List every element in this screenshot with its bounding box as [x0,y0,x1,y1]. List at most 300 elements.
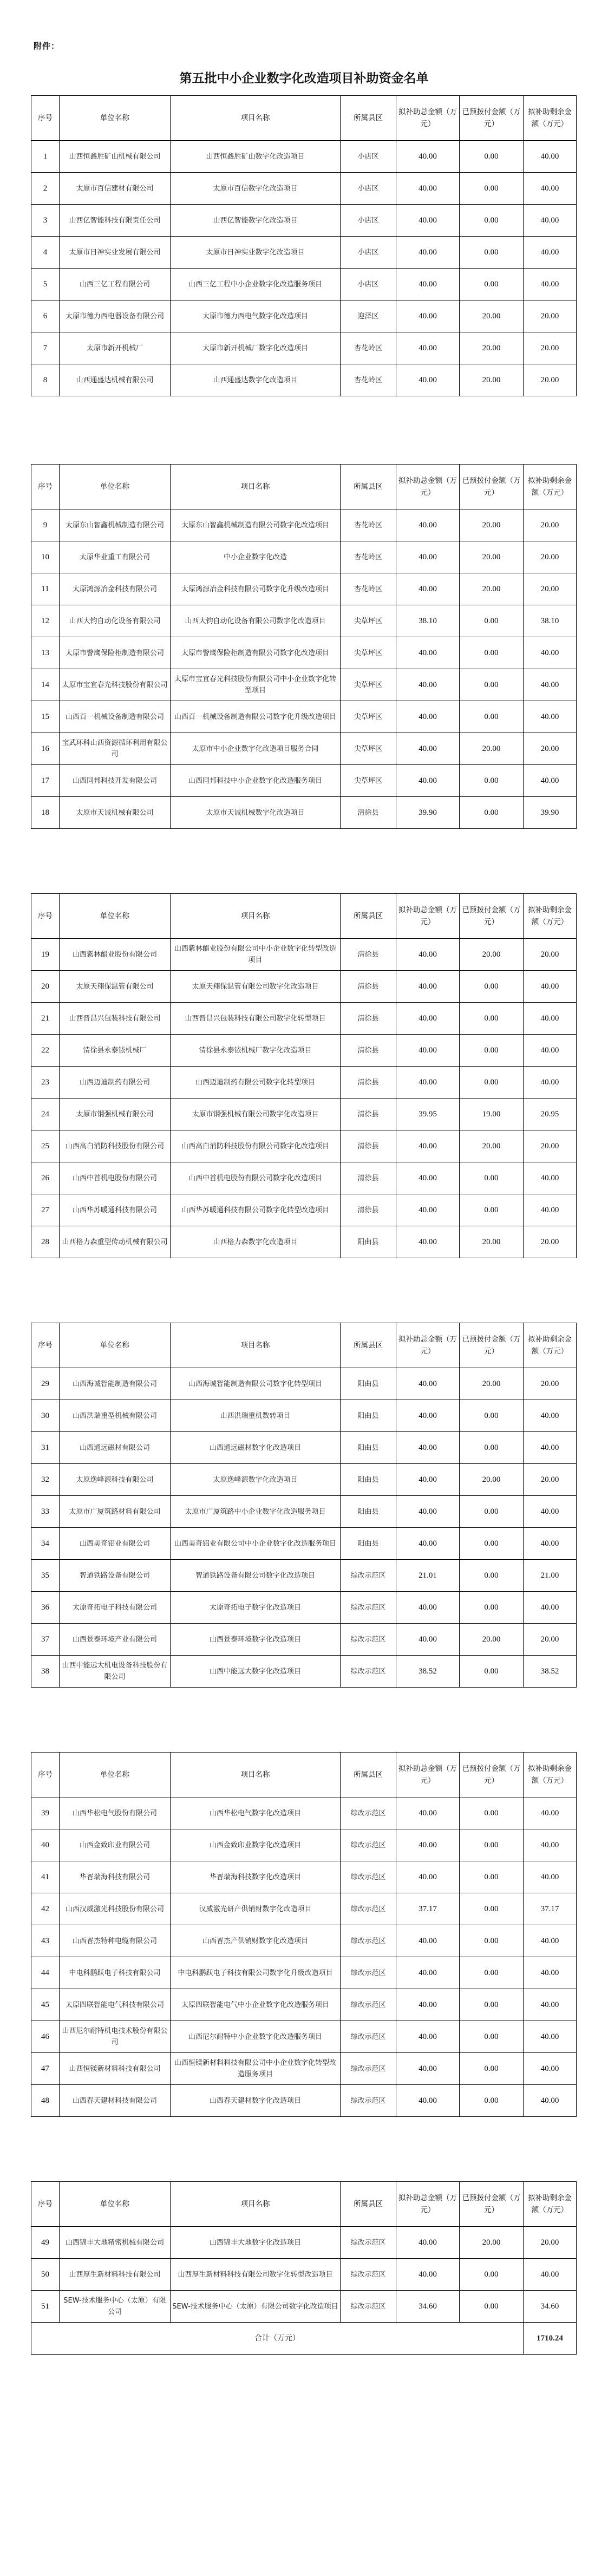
header-seq: 序号 [31,894,60,939]
cell-remaining-amount: 40.00 [524,237,577,269]
table-row [31,1226,577,1258]
table-row [31,300,577,332]
cell-prepaid-amount: 20.00 [460,300,524,332]
cell-remaining-amount: 40.00 [524,2085,577,2117]
header-prepaid-amount: 已预拨付金额（万元） [460,96,524,141]
cell-seq: 33 [31,1496,60,1528]
table-header-row [31,1753,577,1797]
cell-seq: 7 [31,332,60,364]
table-row [31,1194,577,1226]
cell-project: 太原市天诚机械数字化改造项目 [171,797,341,829]
table-row [31,1368,577,1400]
cell-prepaid-amount: 20.00 [460,939,524,971]
header-district: 所属县区 [341,96,396,141]
cell-seq: 3 [31,205,60,237]
subsidy-table-page-1 [31,95,577,396]
cell-project: 太原天翔保温管有限公司数字化改造项目 [171,971,341,1003]
cell-total-amount: 40.00 [396,669,460,701]
cell-district: 清徐县 [341,1130,396,1162]
cell-remaining-amount: 40.00 [524,701,577,733]
cell-remaining-amount: 20.00 [524,573,577,605]
subsidy-table-page-5 [31,1752,577,2117]
cell-seq: 4 [31,237,60,269]
header-company: 单位名称 [60,1323,171,1368]
header-district: 所属县区 [341,894,396,939]
cell-prepaid-amount: 0.00 [460,2291,524,2323]
cell-remaining-amount: 20.00 [524,1226,577,1258]
total-label: 合计（万元） [31,2323,524,2355]
header-seq: 序号 [31,96,60,141]
table-row [31,605,577,637]
cell-district: 综改示范区 [341,2021,396,2053]
cell-seq: 43 [31,1925,60,1957]
cell-district: 综改示范区 [341,1624,396,1656]
table-row [31,1400,577,1432]
cell-company: 太原市百信建材有限公司 [60,173,171,205]
cell-prepaid-amount: 0.00 [460,1496,524,1528]
cell-district: 阳曲县 [341,1528,396,1560]
cell-total-amount: 40.00 [396,1226,460,1258]
cell-total-amount: 40.00 [396,1162,460,1194]
cell-company: 山西同邦科技开发有限公司 [60,765,171,797]
cell-total-amount: 40.00 [396,1464,460,1496]
table-row [31,2021,577,2053]
cell-seq: 39 [31,1797,60,1829]
cell-company: 山西海诚智能制造有限公司 [60,1368,171,1400]
table-header-row [31,1323,577,1368]
cell-total-amount: 38.10 [396,605,460,637]
cell-prepaid-amount: 0.00 [460,1925,524,1957]
cell-total-amount: 40.00 [396,1528,460,1560]
subsidy-table-page-2 [31,464,577,829]
table-row [31,669,577,701]
cell-district: 综改示范区 [341,1560,396,1592]
cell-project: 太原市百信数字化改造项目 [171,173,341,205]
cell-total-amount: 40.00 [396,1861,460,1893]
header-project: 项目名称 [171,465,341,509]
cell-remaining-amount: 40.00 [524,173,577,205]
header-remaining-amount: 拟补助剩余金额（万元） [524,894,577,939]
cell-company: 山西高白消防科技股份有限公司 [60,1130,171,1162]
table-row [31,364,577,396]
cell-project: 山西厚生新材料科技有限公司数字化转型改造项目 [171,2259,341,2291]
cell-remaining-amount: 40.00 [524,1925,577,1957]
table-row [31,1560,577,1592]
cell-company: 中电科鹏跃电子科技有限公司 [60,1957,171,1989]
cell-seq: 46 [31,2021,60,2053]
cell-seq: 5 [31,269,60,300]
cell-district: 阳曲县 [341,1432,396,1464]
cell-district: 清徐县 [341,1035,396,1067]
cell-seq: 48 [31,2085,60,2117]
cell-total-amount: 40.00 [396,541,460,573]
cell-project: 山西通盛达数字化改造项目 [171,364,341,396]
cell-remaining-amount: 38.52 [524,1656,577,1688]
cell-total-amount: 40.00 [396,1624,460,1656]
cell-remaining-amount: 40.00 [524,637,577,669]
cell-company: 太原市广厦筑路材料有限公司 [60,1496,171,1528]
cell-remaining-amount: 40.00 [524,1067,577,1099]
cell-seq: 12 [31,605,60,637]
cell-seq: 49 [31,2227,60,2259]
cell-seq: 16 [31,733,60,765]
header-remaining-amount: 拟补助剩余金额（万元） [524,1753,577,1797]
table-row [31,573,577,605]
table-row [31,332,577,364]
cell-prepaid-amount: 0.00 [460,797,524,829]
header-district: 所属县区 [341,1323,396,1368]
cell-prepaid-amount: 0.00 [460,1528,524,1560]
cell-district: 小店区 [341,205,396,237]
cell-total-amount: 40.00 [396,971,460,1003]
cell-seq: 27 [31,1194,60,1226]
cell-prepaid-amount: 0.00 [460,1592,524,1624]
cell-seq: 50 [31,2259,60,2291]
cell-district: 综改示范区 [341,1957,396,1989]
cell-company: 山西百一机械设备制造有限公司 [60,701,171,733]
cell-total-amount: 40.00 [396,1003,460,1035]
cell-seq: 2 [31,173,60,205]
cell-remaining-amount: 38.10 [524,605,577,637]
cell-seq: 30 [31,1400,60,1432]
cell-remaining-amount: 20.00 [524,1368,577,1400]
cell-prepaid-amount: 20.00 [460,2227,524,2259]
cell-remaining-amount: 40.00 [524,1861,577,1893]
attachment-label: 附件： [34,41,60,51]
cell-remaining-amount: 40.00 [524,1957,577,1989]
cell-project: 山西三亿工程中小企业数字化改造服务项目 [171,269,341,300]
cell-remaining-amount: 40.00 [524,2021,577,2053]
cell-project: 山西中首机电股份有限公司数字化改造项目 [171,1162,341,1194]
cell-prepaid-amount: 20.00 [460,733,524,765]
cell-project: 山西洪瑞重机数转项目 [171,1400,341,1432]
cell-project: 山西同邦科技中小企业数字化改造服务项目 [171,765,341,797]
cell-company: 山西中能远大机电设备科技股份有限公司 [60,1656,171,1688]
cell-remaining-amount: 20.00 [524,509,577,541]
cell-total-amount: 38.52 [396,1656,460,1688]
cell-project: 山西恒镁新材料科技有限公司中小企业数字化转型改造服务项目 [171,2053,341,2085]
header-total-amount: 拟补助总金额（万元） [396,894,460,939]
table-row [31,701,577,733]
cell-project: 太原鸿源冶金科技有限公司数字化升级改造项目 [171,573,341,605]
cell-remaining-amount: 20.00 [524,1624,577,1656]
header-district: 所属县区 [341,465,396,509]
table-row [31,765,577,797]
cell-company: 太原市宝宜春光科技股份有限公司 [60,669,171,701]
cell-total-amount: 40.00 [396,237,460,269]
table-row [31,1861,577,1893]
header-company: 单位名称 [60,2182,171,2227]
table-row [31,1464,577,1496]
cell-remaining-amount: 20.00 [524,300,577,332]
cell-prepaid-amount: 0.00 [460,1861,524,1893]
cell-project: 太原市宝宜春光科技股份有限公司中小企业数字化转型项目 [171,669,341,701]
header-prepaid-amount: 已预拨付金额（万元） [460,2182,524,2227]
cell-district: 小店区 [341,141,396,173]
table-row [31,1528,577,1560]
cell-project: 汉威激光研产供销财数字化改造项目 [171,1893,341,1925]
cell-district: 综改示范区 [341,2053,396,2085]
cell-seq: 22 [31,1035,60,1067]
table-row [31,1130,577,1162]
cell-remaining-amount: 37.17 [524,1893,577,1925]
cell-remaining-amount: 20.00 [524,364,577,396]
cell-company: 太原市新开机械厂 [60,332,171,364]
cell-district: 清徐县 [341,971,396,1003]
table-row [31,1893,577,1925]
table-row [31,1592,577,1624]
cell-company: 太原市天诚机械有限公司 [60,797,171,829]
cell-total-amount: 37.17 [396,1893,460,1925]
header-remaining-amount: 拟补助剩余金额（万元） [524,1323,577,1368]
header-company: 单位名称 [60,1753,171,1797]
cell-seq: 15 [31,701,60,733]
table-row [31,2227,577,2259]
cell-project: 山西大钧自动化设备有限公司数字化改造项目 [171,605,341,637]
cell-total-amount: 40.00 [396,1496,460,1528]
cell-company: 山西金致印业有限公司 [60,1829,171,1861]
cell-project: 山西中能远大数字化改造项目 [171,1656,341,1688]
table-header-row [31,2182,577,2227]
subsidy-table-page-3 [31,893,577,1258]
cell-company: 山西尼尔耐特机电技术股份有限公司 [60,2021,171,2053]
cell-total-amount: 40.00 [396,1989,460,2021]
header-prepaid-amount: 已预拨付金额（万元） [460,1753,524,1797]
cell-seq: 6 [31,300,60,332]
cell-remaining-amount: 40.00 [524,1400,577,1432]
header-total-amount: 拟补助总金额（万元） [396,2182,460,2227]
cell-remaining-amount: 20.00 [524,2227,577,2259]
cell-total-amount: 40.00 [396,300,460,332]
cell-company: 山西中首机电股份有限公司 [60,1162,171,1194]
cell-total-amount: 40.00 [396,332,460,364]
total-value: 1710.24 [524,2323,577,2355]
cell-seq: 41 [31,1861,60,1893]
cell-total-amount: 40.00 [396,1035,460,1067]
cell-company: 清徐县永泰铱机械厂 [60,1035,171,1067]
cell-company: 山西华松电气股份有限公司 [60,1797,171,1829]
cell-total-amount: 40.00 [396,509,460,541]
table-row [31,1656,577,1688]
cell-prepaid-amount: 20.00 [460,509,524,541]
cell-project: 太原东山智鑫机械制造有限公司数字化改造项目 [171,509,341,541]
cell-total-amount: 40.00 [396,573,460,605]
table-row [31,141,577,173]
cell-seq: 17 [31,765,60,797]
cell-company: 山西锦丰大地精密机械有限公司 [60,2227,171,2259]
header-company: 单位名称 [60,96,171,141]
table-row [31,1432,577,1464]
cell-project: 太原市德力西电气数字化改造项目 [171,300,341,332]
cell-district: 综改示范区 [341,2291,396,2323]
header-prepaid-amount: 已预拨付金额（万元） [460,465,524,509]
header-total-amount: 拟补助总金额（万元） [396,1753,460,1797]
cell-remaining-amount: 20.95 [524,1099,577,1130]
cell-total-amount: 40.00 [396,733,460,765]
cell-district: 综改示范区 [341,1893,396,1925]
cell-remaining-amount: 20.00 [524,332,577,364]
cell-seq: 25 [31,1130,60,1162]
table-header-row [31,465,577,509]
cell-prepaid-amount: 19.00 [460,1099,524,1130]
cell-prepaid-amount: 0.00 [460,269,524,300]
cell-company: 太原华业重工有限公司 [60,541,171,573]
cell-remaining-amount: 40.00 [524,971,577,1003]
cell-company: 山西晋昌兴包装科技有限公司 [60,1003,171,1035]
cell-total-amount: 40.00 [396,1194,460,1226]
cell-seq: 1 [31,141,60,173]
table-row [31,173,577,205]
cell-prepaid-amount: 20.00 [460,541,524,573]
cell-prepaid-amount: 0.00 [460,1067,524,1099]
cell-district: 阳曲县 [341,1496,396,1528]
header-remaining-amount: 拟补助剩余金额（万元） [524,465,577,509]
cell-prepaid-amount: 0.00 [460,605,524,637]
cell-company: 山西通盛达机械有限公司 [60,364,171,396]
header-project: 项目名称 [171,894,341,939]
cell-prepaid-amount: 0.00 [460,1989,524,2021]
cell-remaining-amount: 40.00 [524,1829,577,1861]
cell-district: 综改示范区 [341,1592,396,1624]
cell-project: 太原市中小企业数字化改造项目服务合同 [171,733,341,765]
cell-project: 中电科鹏跃电子科技有限公司数字化升级改造项目 [171,1957,341,1989]
cell-remaining-amount: 40.00 [524,669,577,701]
cell-district: 清徐县 [341,797,396,829]
cell-district: 杏花岭区 [341,541,396,573]
cell-prepaid-amount: 0.00 [460,765,524,797]
cell-project: 山西华苏暖通科技有限公司数字化转型改造项目 [171,1194,341,1226]
subsidy-table-page-4 [31,1323,577,1688]
cell-remaining-amount: 40.00 [524,1194,577,1226]
cell-total-amount: 40.00 [396,269,460,300]
cell-prepaid-amount: 0.00 [460,141,524,173]
cell-seq: 45 [31,1989,60,2021]
header-company: 单位名称 [60,465,171,509]
cell-project: 山西锦丰大地数字化改造项目 [171,2227,341,2259]
table-row [31,2291,577,2323]
cell-project: 山西高白消防科技股份有限公司数字化改造项目 [171,1130,341,1162]
table-row [31,1162,577,1194]
cell-district: 清徐县 [341,1003,396,1035]
header-remaining-amount: 拟补助剩余金额（万元） [524,2182,577,2227]
cell-company: 太原奇拓电子科技有限公司 [60,1592,171,1624]
cell-remaining-amount: 40.00 [524,1003,577,1035]
table-header-row [31,96,577,141]
header-seq: 序号 [31,2182,60,2227]
header-project: 项目名称 [171,96,341,141]
cell-total-amount: 34.60 [396,2291,460,2323]
cell-prepaid-amount: 0.00 [460,1560,524,1592]
cell-seq: 29 [31,1368,60,1400]
cell-project: 山西春天建材数字化改造项目 [171,2085,341,2117]
cell-seq: 42 [31,1893,60,1925]
cell-company: 太原市日神实业发展有限公司 [60,237,171,269]
cell-company: 山西紫林醋业股份有限公司 [60,939,171,971]
cell-company: 山西通远磁材有限公司 [60,1432,171,1464]
cell-company: 太原天翔保温管有限公司 [60,971,171,1003]
cell-total-amount: 40.00 [396,1957,460,1989]
cell-seq: 9 [31,509,60,541]
cell-district: 小店区 [341,173,396,205]
cell-district: 杏花岭区 [341,364,396,396]
cell-company: SEW-技术服务中心（太原）有限公司 [60,2291,171,2323]
cell-seq: 32 [31,1464,60,1496]
cell-seq: 14 [31,669,60,701]
cell-district: 尖草坪区 [341,637,396,669]
cell-prepaid-amount: 0.00 [460,1797,524,1829]
cell-total-amount: 40.00 [396,173,460,205]
table-row [31,797,577,829]
header-remaining-amount: 拟补助剩余金额（万元） [524,96,577,141]
cell-total-amount: 40.00 [396,1925,460,1957]
cell-district: 综改示范区 [341,1829,396,1861]
cell-company: 山西恒鑫胜矿山机械有限公司 [60,141,171,173]
cell-remaining-amount: 40.00 [524,1162,577,1194]
cell-prepaid-amount: 0.00 [460,1003,524,1035]
cell-company: 山西景泰环境产业有限公司 [60,1624,171,1656]
cell-company: 太原鸿源冶金科技有限公司 [60,573,171,605]
header-project: 项目名称 [171,1753,341,1797]
cell-district: 阳曲县 [341,1464,396,1496]
cell-project: 山西景泰环境数字化改造项目 [171,1624,341,1656]
cell-remaining-amount: 20.00 [524,1464,577,1496]
cell-total-amount: 40.00 [396,1067,460,1099]
cell-seq: 38 [31,1656,60,1688]
cell-district: 综改示范区 [341,2227,396,2259]
cell-seq: 44 [31,1957,60,1989]
cell-total-amount: 40.00 [396,2227,460,2259]
cell-remaining-amount: 40.00 [524,765,577,797]
cell-prepaid-amount: 20.00 [460,332,524,364]
cell-district: 综改示范区 [341,1861,396,1893]
cell-project: 山西华松电气数字化改造项目 [171,1797,341,1829]
cell-prepaid-amount: 0.00 [460,173,524,205]
cell-district: 综改示范区 [341,1925,396,1957]
table-row [31,1925,577,1957]
cell-seq: 34 [31,1528,60,1560]
cell-prepaid-amount: 20.00 [460,1226,524,1258]
cell-total-amount: 40.00 [396,2085,460,2117]
cell-company: 山西美奇铝业有限公司 [60,1528,171,1560]
cell-seq: 20 [31,971,60,1003]
table-row [31,1067,577,1099]
cell-seq: 23 [31,1067,60,1099]
cell-total-amount: 40.00 [396,765,460,797]
cell-company: 山西春天建材科技有限公司 [60,2085,171,2117]
cell-total-amount: 40.00 [396,939,460,971]
cell-district: 清徐县 [341,939,396,971]
total-row [31,2323,577,2355]
table-row [31,2259,577,2291]
cell-remaining-amount: 40.00 [524,1797,577,1829]
cell-seq: 24 [31,1099,60,1130]
cell-prepaid-amount: 0.00 [460,669,524,701]
header-total-amount: 拟补助总金额（万元） [396,96,460,141]
cell-district: 综改示范区 [341,2085,396,2117]
cell-district: 清徐县 [341,1162,396,1194]
cell-project: 山西恒鑫胜矿山数字化改造项目 [171,141,341,173]
cell-prepaid-amount: 20.00 [460,1624,524,1656]
cell-project: 山西晋昌兴包装科技有限公司数字化转型项目 [171,1003,341,1035]
cell-seq: 36 [31,1592,60,1624]
cell-company: 山西晋杰特种电缆有限公司 [60,1925,171,1957]
cell-company: 太原逸峰源科技有限公司 [60,1464,171,1496]
cell-prepaid-amount: 0.00 [460,1162,524,1194]
cell-company: 山西三亿工程有限公司 [60,269,171,300]
cell-remaining-amount: 40.00 [524,1035,577,1067]
cell-prepaid-amount: 0.00 [460,1432,524,1464]
cell-remaining-amount: 20.00 [524,733,577,765]
